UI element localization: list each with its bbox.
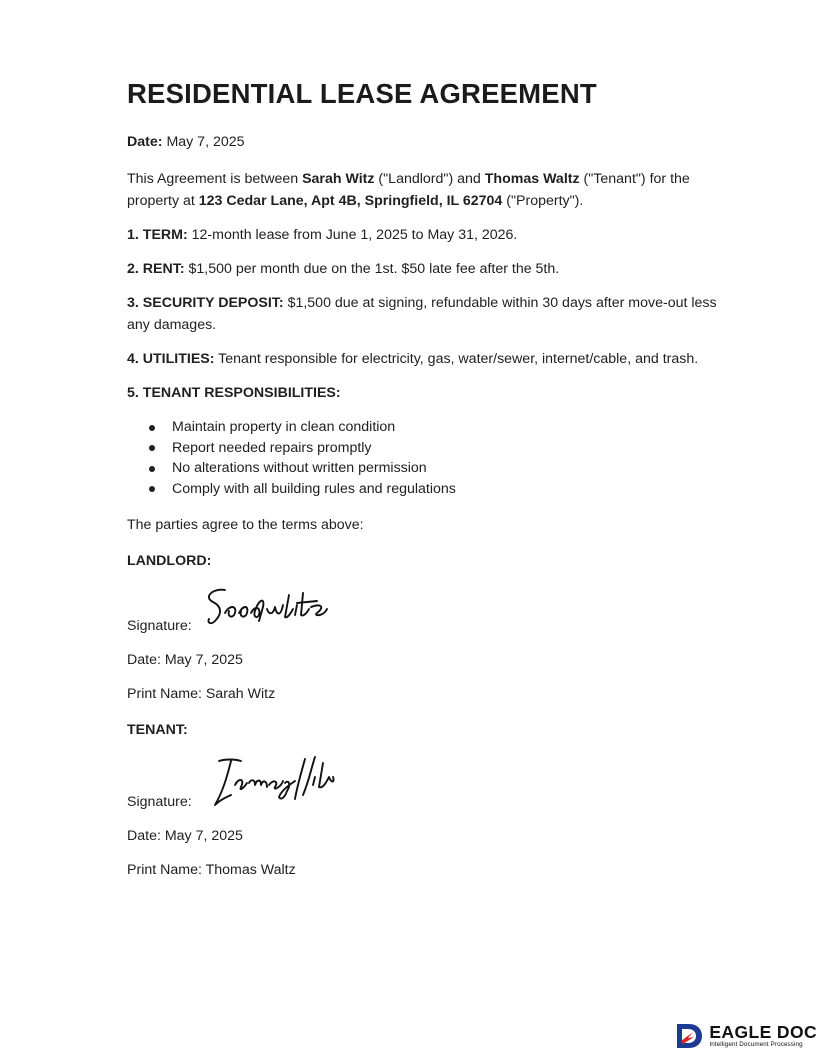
logo-tagline: Intelligent Document Processing [709, 1041, 803, 1048]
tenant-heading [127, 719, 717, 741]
lease-document [127, 76, 717, 881]
eagle-doc-logo [674, 1021, 817, 1051]
landlord-signature [205, 583, 335, 635]
section-text: $1,500 per month due on the 1st. $50 late fee after the 5th. [184, 261, 560, 277]
section-term [127, 224, 717, 246]
bullet-icon [149, 445, 155, 451]
landlord-print-name: Print Name: Sarah Witz [127, 686, 276, 702]
landlord-date: Date: May 7, 2025 [127, 652, 243, 668]
section-heading: 2. RENT: [127, 261, 185, 277]
tenant-signature-row [127, 749, 717, 813]
list-item-text: No alterations without written permission [172, 460, 427, 476]
landlord-name: Sarah Witz [302, 171, 375, 187]
section-heading: 3. SECURITY DEPOSIT: [127, 295, 284, 311]
intro-text-3: ("Tenant") for the property at [127, 171, 690, 209]
list-item [127, 417, 717, 438]
eagle-doc-logo-icon [674, 1021, 704, 1051]
list-item [127, 438, 717, 459]
section-responsibilities-heading [127, 382, 717, 404]
intro-text-4: ("Property"). [502, 193, 584, 209]
tenant-print-name: Print Name: Thomas Waltz [127, 862, 296, 878]
section-rent [127, 258, 717, 280]
list-item-text: Report needed repairs promptly [172, 439, 372, 456]
signature-label: Signature: [127, 794, 192, 810]
responsibilities-list [127, 417, 717, 499]
section-utilities [127, 348, 717, 370]
section-security-deposit [127, 292, 717, 336]
tenant-signature [205, 751, 340, 811]
tenant-date: Date: May 7, 2025 [127, 828, 243, 844]
intro-text-2: ("Landlord") and [374, 171, 485, 187]
section-text: $1,500 due at signing, refundable within 30 days after move-out less any damages. [127, 295, 717, 333]
section-text: Tenant responsible for electricity, gas, water/sewer, internet/cable, and trash. [214, 351, 699, 367]
list-item [127, 458, 717, 479]
party-heading: LANDLORD: [127, 553, 212, 569]
property-address: 123 Cedar Lane, Apt 4B, Springfield, IL 62704 [198, 193, 503, 209]
bullet-icon [149, 466, 155, 472]
list-item-text: Maintain property in clean condition [172, 419, 396, 435]
landlord-signature-row [127, 581, 717, 637]
agreement-statement: The parties agree to the terms above: [127, 517, 364, 533]
bullet-icon [149, 486, 155, 492]
logo-name: EAGLE DOC [709, 1022, 817, 1042]
signature-label: Signature: [127, 618, 192, 634]
list-item [127, 479, 717, 500]
party-heading: TENANT: [127, 722, 188, 738]
intro-text-1: This Agreement is between [127, 171, 303, 187]
document-date [127, 131, 717, 153]
list-item-text: Comply with all building rules and regulations [172, 480, 456, 497]
date-label: Date: [127, 134, 163, 150]
section-text: 12-month lease from June 1, 2025 to May 31, 2026. [187, 227, 518, 243]
section-heading: 1. TERM: [127, 227, 188, 243]
section-heading: 5. TENANT RESPONSIBILITIES: [127, 385, 341, 401]
landlord-heading [127, 550, 717, 572]
bullet-icon [149, 425, 155, 431]
tenant-name: Thomas Waltz [484, 171, 580, 187]
date-value: May 7, 2025 [166, 134, 245, 150]
section-heading: 4. UTILITIES: [127, 351, 215, 367]
intro-paragraph [127, 168, 717, 212]
logo-text-block [709, 1023, 817, 1049]
document-title: RESIDENTIAL LEASE AGREEMENT [127, 78, 597, 109]
